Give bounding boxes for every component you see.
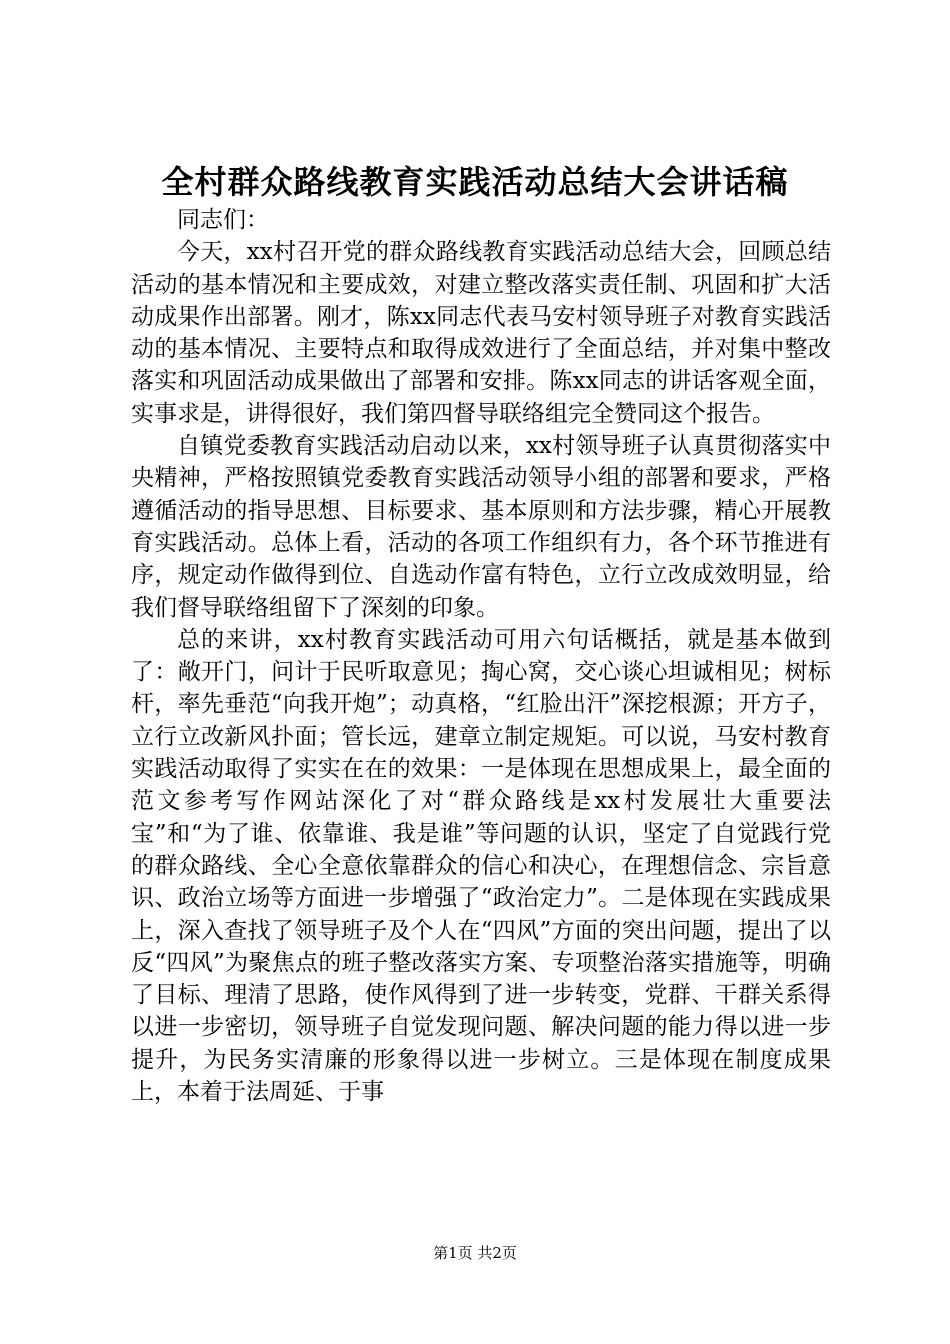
page-number-footer: 第1页 共2页 <box>433 1244 517 1262</box>
body-paragraph: 总的来讲，xx村教育实践活动可用六句话概括，就是基本做到了：敞开门，问计于民听取意见；掏心窝，交心谈心坦诚相见；树标杆，率先垂范“向我开炮”；动真格，“红脸出汗”深挖根源；开方子，立行立改新风扑面；管长远，建章立制定规矩。可以说，马安村教育实践活动取得了实实在在的效果：一是体现在思想成果上，最全面的范文参考写作网站深化了对“群众路线是xx村发展壮大重要法宝”和“为了谁、依靠谁、我是谁”等问题的认识，坚定了自觉践行党的群众路线、全心全意依靠群众的信心和决心，在理想信念、宗旨意识、政治立场等方面进一步增强了“政治定力”。二是体现在实践成果上，深入查找了领导班子及个人在“四风”方面的突出问题，提出了以反“四风”为聚焦点的班子整改落实方案、专项整治落实措施等，明确了目标、理清了思路，使作风得到了进一步转变，党群、干群关系得以进一步密切，领导班子自觉发现问题、解决问题的能力得以进一步提升，为民务实清廉的形象得以进一步树立。三是体现在制度成果上，本着于法周延、于事 <box>131 626 831 1106</box>
body-paragraph: 自镇党委教育实践活动启动以来，xx村领导班子认真贯彻落实中央精神，严格按照镇党委教育实践活动领导小组的部署和要求，严格遵循活动的指导思想、目标要求、基本原则和方法步骤，精心开展教育实践活动。总体上看，活动的各项工作组织有力，各个环节推进有序，规定动作做得到位、自选动作富有特色，立行立改成效明显，给我们督导联络组留下了深刻的印象。 <box>131 433 831 621</box>
body-paragraph: 今天，xx村召开党的群众路线教育实践活动总结大会，回顾总结活动的基本情况和主要成效，对建立整改落实责任制、巩固和扩大活动成果作出部署。刚才，陈xx同志代表马安村领导班子对教育实践活动的基本情况、主要特点和取得成效进行了全面总结，并对集中整改落实和巩固活动成果做出了部署和安排。陈xx同志的讲话客观全面，实事求是，讲得很好，我们第四督导联络组完全赞同这个报告。 <box>131 239 831 427</box>
salutation-paragraph: 同志们： <box>177 207 269 233</box>
document-title: 全村群众路线教育实践活动总结大会讲话稿 <box>161 163 789 201</box>
document-body <box>131 204 831 1108</box>
